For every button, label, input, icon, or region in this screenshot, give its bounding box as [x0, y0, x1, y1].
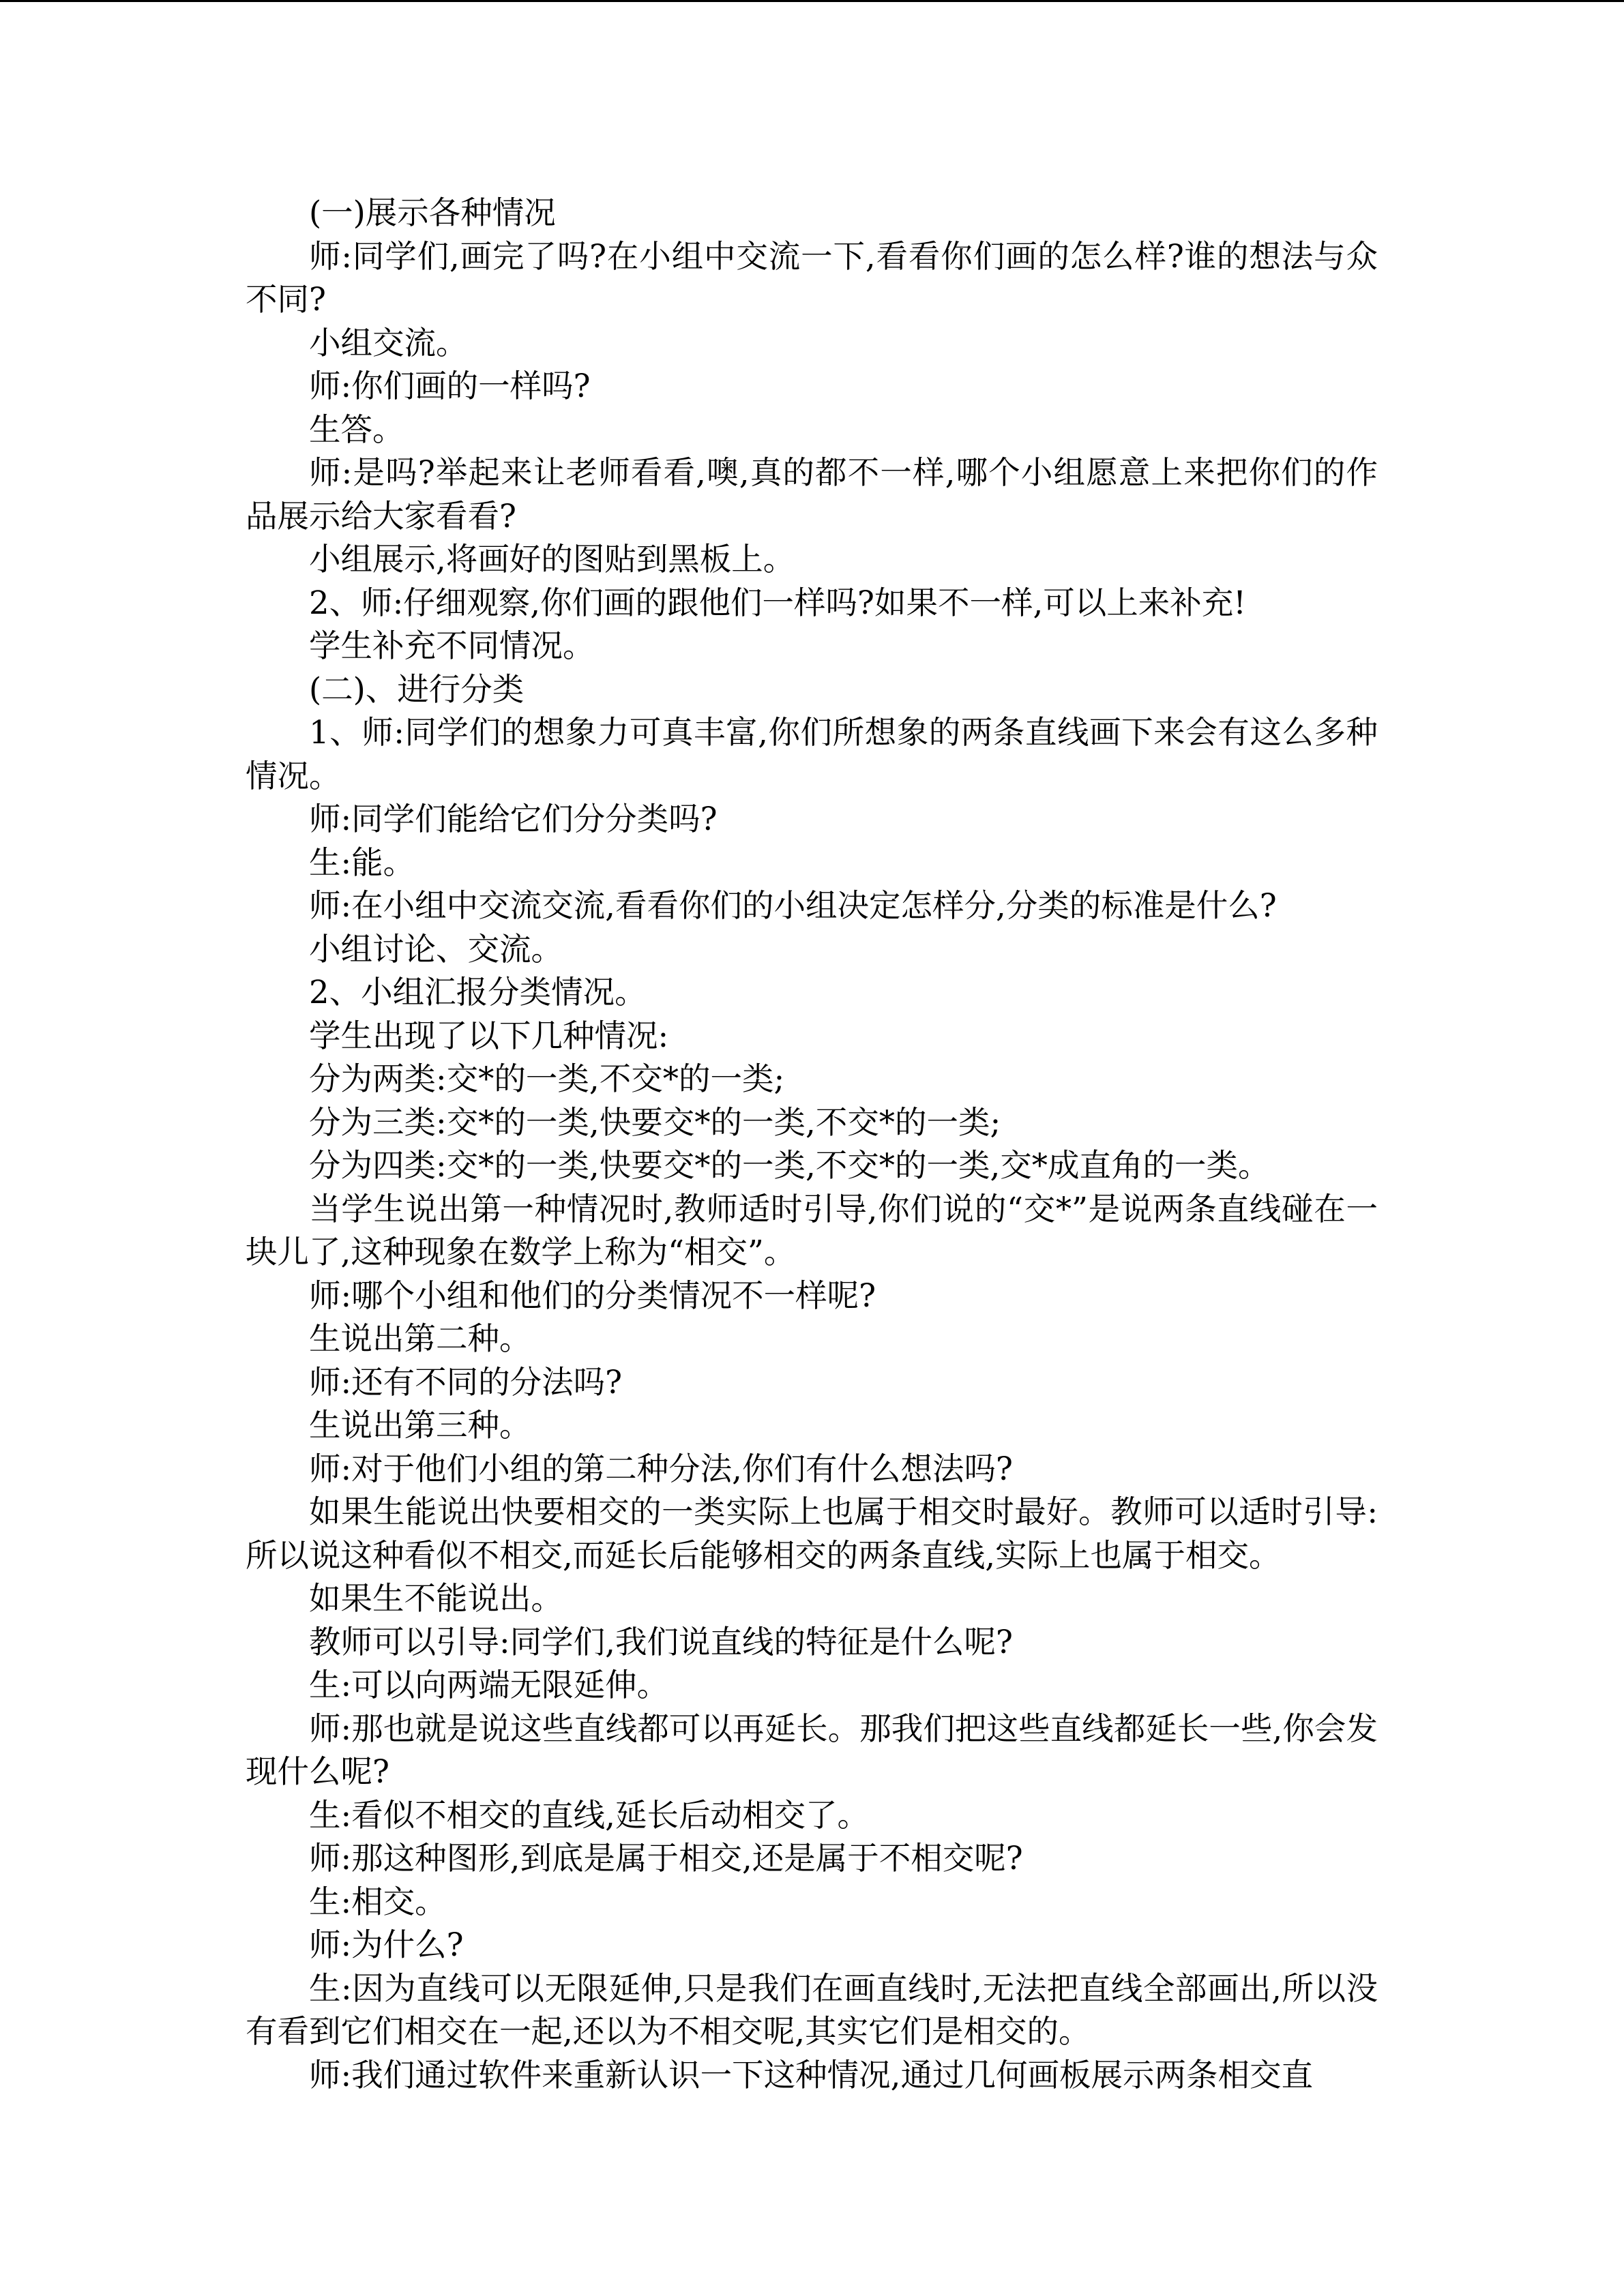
paragraph: 生:看似不相交的直线,延长后动相交了。 — [309, 1796, 869, 1834]
paragraph: 师:为什么? — [309, 1926, 464, 1963]
paragraph: 教师可以引导:同学们,我们说直线的特征是什么呢? — [309, 1623, 1013, 1660]
paragraph: 师:还有不同的分法吗? — [309, 1363, 623, 1401]
paragraph: 生说出第二种。 — [309, 1320, 531, 1357]
paragraph: 学生补充不同情况。 — [309, 627, 595, 664]
paragraph: 1、师:同学们的想象力可真丰富,你们所想象的两条直线画下来会有这么多种情况。 — [246, 714, 1378, 794]
paragraph: 如果生能说出快要相交的一类实际上也属于相交时最好。教师可以适时引导:所以说这种看似不相交,而延长后能够相交的两条直线,实际上也属于相交。 — [246, 1493, 1378, 1574]
paragraph: 生:相交。 — [309, 1883, 447, 1920]
paragraph: 学生出现了以下几种情况: — [309, 1017, 669, 1054]
paragraph: 小组交流。 — [309, 324, 468, 361]
paragraph: 师:同学们能给它们分分类吗? — [309, 801, 718, 837]
section-heading: (二)、进行分类 — [309, 670, 525, 708]
paragraph: 师:在小组中交流交流,看看你们的小组决定怎样分,分类的标准是什么? — [309, 887, 1277, 924]
document-body — [246, 192, 1378, 2097]
paragraph: 2、小组汇报分类情况。 — [309, 974, 647, 1011]
paragraph: 师:那这种图形,到底是属于相交,还是属于不相交呢? — [309, 1840, 1023, 1877]
paragraph: 生说出第三种。 — [309, 1407, 531, 1444]
paragraph: 如果生不能说出。 — [309, 1580, 563, 1617]
paragraph: 当学生说出第一种情况时,教师适时引导,你们说的“交*”是说两条直线碰在一块儿了,这种现象在数学上称为“相交”。 — [246, 1190, 1378, 1270]
paragraph: 分为四类:交*的一类,快要交*的一类,不交*的一类,交*成直角的一类。 — [309, 1147, 1270, 1184]
paragraph: 小组展示,将画好的图贴到黑板上。 — [309, 541, 795, 578]
paragraph: 分为两类:交*的一类,不交*的一类; — [309, 1060, 785, 1097]
paragraph: 师:那也就是说这些直线都可以再延长。那我们把这些直线都延长一些,你会发现什么呢? — [246, 1710, 1378, 1790]
paragraph: 生:因为直线可以无限延伸,只是我们在画直线时,无法把直线全部画出,所以没有看到它们相交在一起,还以为不相交呢,其实它们是相交的。 — [246, 1969, 1378, 2050]
paragraph: 生答。 — [309, 411, 404, 448]
paragraph: 师:对于他们小组的第二种分法,你们有什么想法吗? — [309, 1450, 1013, 1487]
page-top-border — [0, 0, 1624, 2]
paragraph: 师:同学们,画完了吗?在小组中交流一下,看看你们画的怎么样?谁的想法与众不同? — [246, 237, 1378, 318]
paragraph: 分为三类:交*的一类,快要交*的一类,不交*的一类; — [309, 1103, 1001, 1141]
paragraph: 师:你们画的一样吗? — [309, 368, 591, 404]
paragraph: 小组讨论、交流。 — [309, 930, 563, 968]
paragraph: 生:可以向两端无限延伸。 — [309, 1667, 669, 1703]
paragraph: 师:是吗?举起来让老师看看,噢,真的都不一样,哪个小组愿意上来把你们的作品展示给大家看看? — [246, 454, 1378, 535]
paragraph: 生:能。 — [309, 844, 415, 881]
paragraph: (一)展示各种情况 — [309, 194, 556, 231]
paragraph: 师:哪个小组和他们的分类情况不一样呢? — [309, 1277, 876, 1314]
paragraph: 2、师:仔细观察,你们画的跟他们一样吗?如果不一样,可以上来补充! — [309, 584, 1246, 621]
paragraph: 师:我们通过软件来重新认识一下这种情况,通过几何画板展示两条相交直 — [309, 2056, 1313, 2093]
